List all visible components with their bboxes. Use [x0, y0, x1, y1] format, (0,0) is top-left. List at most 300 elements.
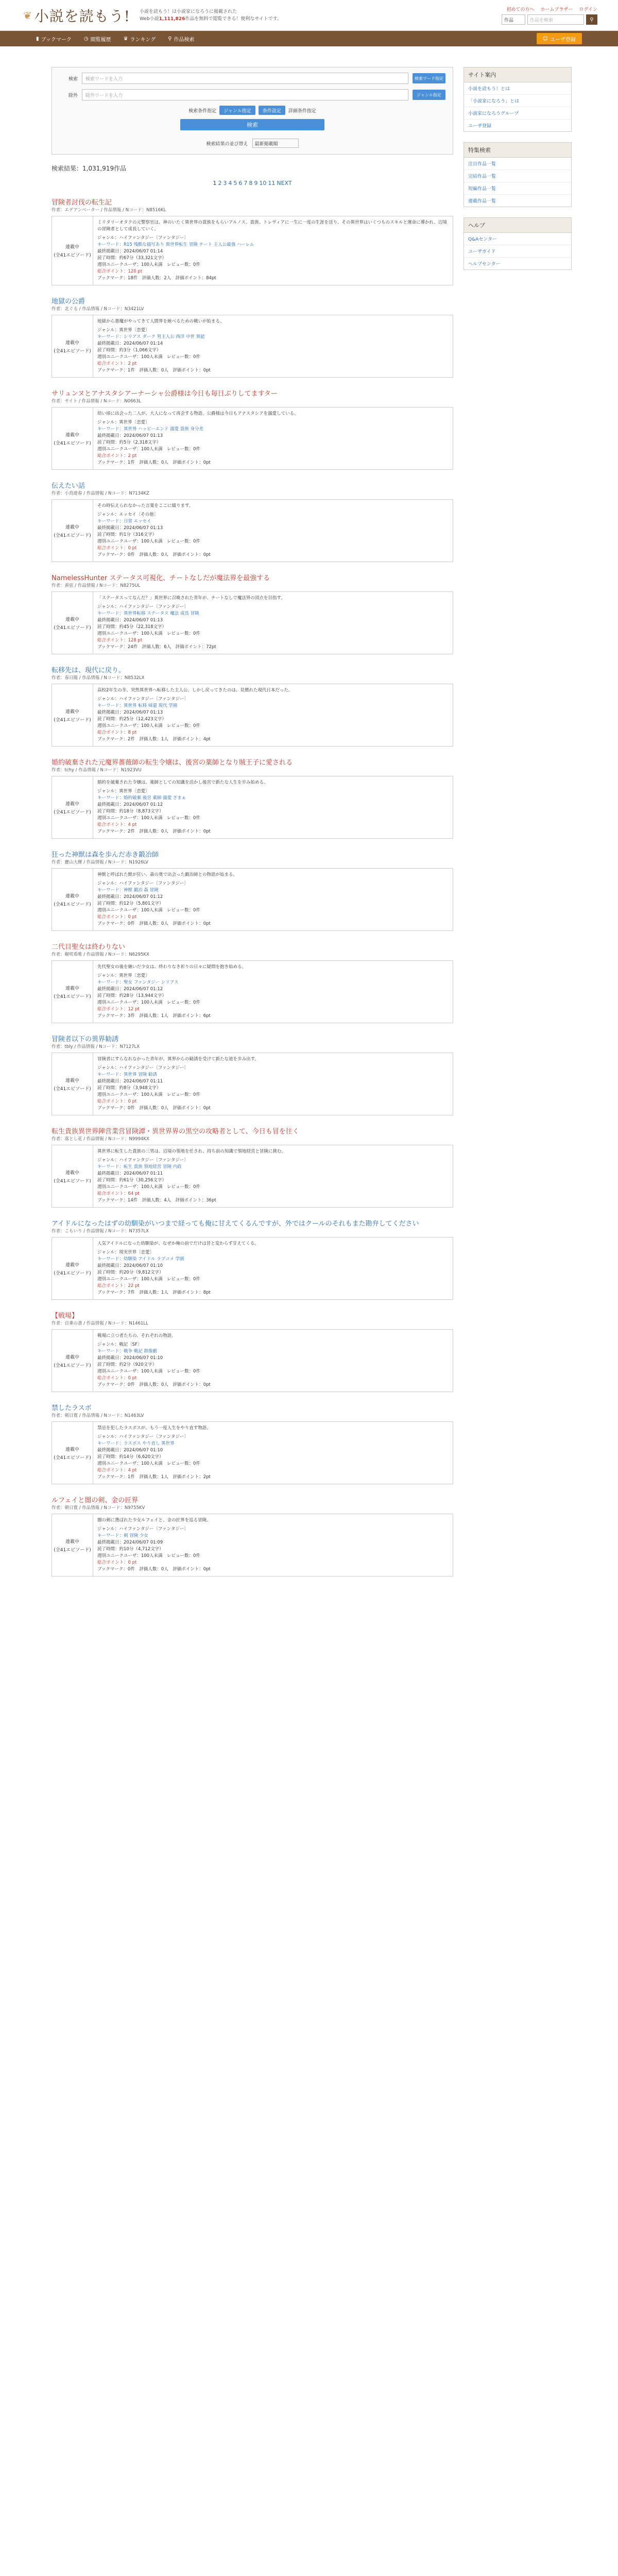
novel-title-link[interactable]: 転生貴族異世界陣営業営冒険譚・異世界界の黒空の攻略者として、今日も冒を往く: [52, 1128, 299, 1136]
page-2[interactable]: 2: [218, 180, 222, 187]
nav-bookmark-label: ブックマーク: [41, 37, 72, 43]
nav-history-label: 閲覧履歴: [90, 37, 111, 43]
result-item: [52, 1402, 453, 1484]
novel-author: 作者：tchy / 作品情報 / Nコード：N1923VU: [52, 768, 142, 773]
novel-keywords[interactable]: キーワード：ラスボス やり直し 異世界: [97, 1441, 175, 1446]
search-submit-button[interactable]: 検索: [180, 119, 324, 130]
novel-reviews: 週別ユニークユーザ：100人未満 レビュー数：0件: [97, 1553, 200, 1558]
novel-status-label: 連載中: [65, 245, 79, 250]
novel-updated: 最終掲載日：2024/06/07 01:10: [97, 1263, 163, 1268]
novel-author: 作者：小鳥遊春 / 作品情報 / Nコード：N7134KZ: [52, 491, 149, 496]
novel-bookmarks: ブックマーク：0件 評価人数：0人 評価ポイント：0pt: [97, 1567, 211, 1572]
novel-reviews: 週別ユニークユーザ：100人未満 レビュー数：0件: [97, 1461, 200, 1466]
nav-ranking[interactable]: [124, 35, 156, 43]
novel-reviews: 週別ユニークユーザ：100人未満 レビュー数：0件: [97, 631, 200, 636]
nav-search[interactable]: [168, 35, 194, 43]
sidebar-link[interactable]: Q&Aセンター: [464, 233, 571, 245]
novel-reviews: 週別ユニークユーザ：100人未満 レビュー数：0件: [97, 816, 200, 821]
novel-detail-box: [52, 499, 453, 562]
novel-read-time: 読了時間：約28分（13,944文字）: [97, 993, 167, 998]
page-next[interactable]: NEXT: [277, 180, 292, 187]
novel-bookmarks: ブックマーク：1件 評価人数：0人 評価ポイント：0pt: [97, 368, 211, 373]
sidebar: [464, 67, 572, 1587]
option-condition[interactable]: 検索条件指定: [188, 108, 217, 114]
header-description: [140, 8, 282, 23]
novel-status-label: 連載中: [65, 1539, 79, 1545]
novel-synopsis: 「ステータスってなんだ？」異世界に召喚された青年が、チートなしで魔法界の頂点を目指す。: [97, 596, 285, 601]
novel-keywords[interactable]: キーワード：神獣 鍛冶 森 冒険: [97, 888, 159, 893]
novel-author: 作者：エデアンベーター / 作品情報 / Nコード：N8516KL: [52, 208, 166, 213]
novel-synopsis: 婚約を破棄された令嬢は、薬師としての知識を活かし後宮で新たな人生を歩み始める。: [97, 780, 268, 785]
search-icon: ⚲: [590, 16, 594, 23]
novel-read-time: 読了時間：約1分（316文字）: [97, 532, 157, 537]
novel-updated: 最終掲載日：2024/06/07 01:14: [97, 249, 163, 254]
exclude-word-label: 除外: [68, 93, 78, 98]
novel-status-label: 連載中: [65, 893, 79, 899]
sidebar-box-title: ヘルプ: [464, 218, 571, 233]
page-3[interactable]: 3: [223, 180, 227, 187]
novel-episode-count: (全41エピソード): [54, 1178, 91, 1184]
sidebar-box-title: サイト案内: [464, 67, 571, 82]
sidebar-link[interactable]: ユーザ登録: [468, 124, 492, 129]
novel-synopsis: 異世界に転生した貴族の三男は、辺境の領地を任され、持ち前の知識で領地経営と冒険に挑む。: [97, 1149, 286, 1154]
novel-read-time: 読了時間：約18分（8,873文字）: [97, 809, 164, 814]
novel-detail-box: [52, 1237, 453, 1300]
novel-points: 総合ポイント：4 pt: [97, 1468, 137, 1473]
novel-read-time: 読了時間：約12分（5,801文字）: [97, 901, 164, 906]
page-9[interactable]: 9: [254, 180, 258, 187]
sort-row: [59, 139, 445, 148]
novel-episode-count: (全41エピソード): [54, 440, 91, 446]
novel-detail-box: [52, 1053, 453, 1115]
novel-genre: ジャンル：ハイファンタジー〔ファンタジー〕: [97, 235, 188, 241]
sidebar-box: [464, 67, 572, 132]
novel-detail-box: [52, 1421, 453, 1484]
novel-detail-box: [52, 1145, 453, 1208]
novel-title-link[interactable]: 地獄の公爵: [52, 298, 85, 306]
novel-genre: ジャンル：ハイファンタジー〔ファンタジー〕: [97, 604, 188, 609]
novel-synopsis: 幼い頃に出会った二人が、大人になって再会する物語。公爵様は今日もアナスタシアを溺愛している。: [97, 411, 299, 416]
novel-bookmarks: ブックマーク：3件 評価人数：1人 評価ポイント：6pt: [97, 1013, 211, 1019]
novel-author: 作者：百乗の書 / 作品情報 / Nコード：N1461LL: [52, 1321, 148, 1326]
novel-episode-count: (全41エピソード): [54, 1086, 91, 1092]
novel-title-link[interactable]: 冒険者以下の異界勧誘: [52, 1036, 119, 1043]
sort-label: 検索結果の並び替え: [206, 141, 248, 147]
page-11[interactable]: 11: [268, 180, 276, 187]
novel-genre: ジャンル：ハイファンタジー〔ファンタジー〕: [97, 1434, 188, 1439]
genre-select-button[interactable]: ジャンル指定: [413, 90, 445, 100]
logo-text: 小説を読もう!: [34, 7, 131, 25]
search-word-detail-button[interactable]: 検索ワード指定: [413, 73, 445, 83]
novel-detail-box: [52, 776, 453, 839]
novel-status-label: 連載中: [65, 524, 79, 530]
novel-keywords[interactable]: キーワード：幼馴染 アイドル ラブコメ 学園: [97, 1257, 184, 1262]
novel-episode-count: (全41エピソード): [54, 1547, 91, 1553]
novel-author: 作者：落とし花 / 作品情報 / Nコード：N9994KX: [52, 1137, 149, 1142]
nav-search-label: 作品検索: [174, 37, 195, 43]
site-header: [0, 0, 618, 31]
novel-status-label: 連載中: [65, 1354, 79, 1360]
novel-title-link[interactable]: 二代目聖女は終わりない: [52, 943, 126, 951]
novel-synopsis: 人気アイドルになった幼馴染が、なぜか俺の前でだけは昔と変わらず甘えてくる。: [97, 1241, 259, 1246]
novel-updated: 最終掲載日：2024/06/07 01:12: [97, 894, 163, 900]
result-item: [52, 388, 453, 470]
novel-reviews: 週別ユニークユーザ：100人未満 レビュー数：0件: [97, 908, 200, 913]
header-right: [502, 6, 597, 25]
novel-synopsis: 高校2年生の冬、突然異世界へ転移した主人公。しかし戻ってきたのは、見慣れた現代日本だった。: [97, 688, 293, 693]
site-logo[interactable]: [23, 5, 130, 26]
novel-points: 総合ポイント：0 pt: [97, 914, 137, 920]
novel-points: 総合ポイント：22 pt: [97, 1283, 140, 1289]
result-item: [52, 757, 453, 839]
novel-author: 作者：黄弦 / 作品情報 / Nコード：N8275UL: [52, 583, 141, 588]
novel-genre: ジャンル：異世界〔恋愛〕: [97, 789, 150, 794]
novel-bookmarks: ブックマーク：14件 評価人数：4人 評価ポイント：36pt: [97, 1198, 216, 1203]
novel-read-time: 読了時間：約14分（6,620文字）: [97, 1454, 164, 1460]
novel-read-time: 読了時間：約8分（3,948文字）: [97, 1086, 161, 1091]
novel-keywords[interactable]: キーワード：異世界 冒険 勧誘: [97, 1072, 157, 1077]
novel-synopsis: 闇の剣に選ばれた少女ルフェイと、金の匠界を巡る冒険。: [97, 1518, 211, 1523]
sidebar-link[interactable]: 完結作品一覧: [464, 170, 571, 182]
novel-title-link[interactable]: 禁したラスボ: [52, 1404, 92, 1412]
novel-episode-count: (全41エピソード): [54, 253, 91, 258]
novel-genre: ジャンル：異世界〔恋愛〕: [97, 328, 150, 333]
novel-bookmarks: ブックマーク：1件 評価人数：1人 評価ポイント：2pt: [97, 1475, 211, 1480]
page-10[interactable]: 10: [259, 180, 267, 187]
sort-select[interactable]: 最新掲載順: [252, 139, 299, 148]
novel-info: [93, 408, 453, 469]
novel-synopsis: 地獄から悪魔がやってきて人間界を統べるための戦いが始まる。: [97, 319, 225, 324]
page-5[interactable]: 5: [233, 180, 237, 187]
page-1: 1: [213, 180, 217, 187]
novel-author: 作者：こもいり / 作品情報 / Nコード：N7357LX: [52, 1229, 149, 1234]
novel-episode-count: (全41エピソード): [54, 1270, 91, 1276]
novel-info: [93, 1422, 453, 1484]
novel-bookmarks: ブックマーク：7件 評価人数：1人 評価ポイント：8pt: [97, 1290, 211, 1295]
main-nav: [0, 31, 618, 46]
novel-read-time: 読了時間：約67分（33,321文字）: [97, 256, 167, 261]
novel-detail-box: [52, 407, 453, 470]
novel-bookmarks: ブックマーク：0件 評価人数：0人 評価ポイント：0pt: [97, 1106, 211, 1111]
novel-keywords[interactable]: キーワード：R15 残酷な描写あり 異世界転生 冒険 チート 主人公最強 ハーレム: [97, 242, 254, 247]
novel-info: [93, 776, 453, 838]
novel-updated: 最終掲載日：2024/06/07 01:09: [97, 1540, 163, 1545]
novel-points: 総合ポイント：0 pt: [97, 1099, 137, 1104]
sidebar-link[interactable]: 短編作品一覧: [464, 182, 571, 195]
sidebar-link[interactable]: 小説家になろうグループ: [464, 107, 571, 120]
logo-deco-icon: ❦: [23, 9, 32, 22]
header-link-guide[interactable]: 初めての方へ: [506, 7, 535, 12]
novel-reviews: 週別ユニークユーザ：100人未満 レビュー数：0件: [97, 723, 200, 728]
novel-title-link[interactable]: 転移先は、現代に戻り。: [52, 667, 126, 674]
novel-status-label: 連載中: [65, 1447, 79, 1452]
result-item: [52, 1033, 453, 1115]
novel-read-time: 読了時間：約25分（12,423文字）: [97, 717, 167, 722]
novel-keywords[interactable]: キーワード：戦争 戦記 群像劇: [97, 1349, 157, 1354]
novel-points: 総合ポイント：2 pt: [97, 361, 137, 366]
novel-keywords[interactable]: キーワード：日常 エッセイ: [97, 519, 151, 524]
novel-keywords[interactable]: キーワード：異世界 転移 帰還 現代 学園: [97, 703, 178, 708]
novel-title-link[interactable]: NamelessHunter ステータス可視化、チートなしだが魔法界を最強する: [52, 574, 270, 582]
novel-status: [52, 1238, 93, 1299]
novel-detail-box: [52, 684, 453, 747]
page-6[interactable]: 6: [238, 180, 243, 187]
novel-synopsis: 禁忌を犯したラスボスが、もう一度人生をやり直す物語。: [97, 1426, 211, 1431]
novel-info: [93, 961, 453, 1023]
exclude-word-row: [59, 89, 445, 100]
novel-reviews: 週別ユニークユーザ：100人未満 レビュー数：0件: [97, 1369, 200, 1374]
novel-author: 作者：tbly / 作品情報 / Nコード：N7127LX: [52, 1044, 140, 1049]
novel-info: [93, 216, 453, 285]
novel-bookmarks: ブックマーク：2件 評価人数：0人 評価ポイント：0pt: [97, 829, 211, 834]
novel-updated: 最終掲載日：2024/06/07 01:12: [97, 987, 163, 992]
novel-detail-box: [52, 216, 453, 285]
novel-title-link[interactable]: 冒険者討伐の転生記: [52, 199, 112, 207]
novel-points: 総合ポイント：64 pt: [97, 1191, 140, 1196]
novel-genre: ジャンル：戦記〔SF〕: [97, 1342, 142, 1347]
novel-author: 作者：北ぐる / 作品情報 / Nコード：N3421LV: [52, 307, 144, 312]
novel-author: 作者：朝日寛 / 作品情報 / Nコード：N9755KV: [52, 1505, 145, 1511]
novel-status: [52, 1145, 93, 1207]
novel-keywords[interactable]: キーワード：転生 貴族 領地経営 冒険 内政: [97, 1164, 182, 1170]
novel-read-time: 読了時間：約3分（1,066文字）: [97, 348, 161, 353]
novel-episode-count: (全41エピソード): [54, 348, 91, 354]
novel-status: [52, 869, 93, 930]
result-item: [52, 480, 453, 562]
novel-read-time: 読了時間：約20分（9,812文字）: [97, 1270, 164, 1275]
result-item: [52, 572, 453, 654]
novel-updated: 最終掲載日：2024/06/07 01:10: [97, 1448, 163, 1453]
novel-genre: ジャンル：ハイファンタジー〔ファンタジー〕: [97, 1065, 188, 1071]
novel-bookmarks: ブックマーク：0件 評価人数：0人 評価ポイント：0pt: [97, 552, 211, 557]
nav-ranking-label: ランキング: [130, 37, 156, 43]
novel-title-link[interactable]: サリュンヌとアナスタシアーナーシャ公爵様は今日も毎日ぶりしてますター: [52, 390, 278, 398]
main-content: [52, 67, 453, 1587]
novel-genre: ジャンル：異世界〔恋愛〕: [97, 420, 150, 425]
sidebar-box: [464, 217, 572, 270]
nav-bookmark[interactable]: [36, 35, 72, 43]
novel-author: 作者：樹咲希唯 / 作品情報 / Nコード：N6295KX: [52, 952, 149, 957]
option-settings[interactable]: 条件設定: [259, 106, 285, 115]
novel-status: [52, 216, 93, 285]
search-icon: ⚲: [168, 36, 172, 42]
header-link-login[interactable]: ログイン: [579, 7, 597, 12]
sidebar-link[interactable]: ヘルプセンター: [468, 262, 501, 267]
novel-author: 作者：朝日寛 / 作品情報 / Nコード：N1463LV: [52, 1413, 144, 1418]
novel-updated: 最終掲載日：2024/06/07 01:14: [97, 341, 163, 346]
novel-updated: 最終掲載日：2024/06/07 01:13: [97, 710, 163, 715]
sidebar-link[interactable]: 小説を読もう！とは: [464, 82, 571, 95]
result-item: [52, 296, 453, 378]
novel-title-link[interactable]: アイドルになったはずの幼馴染がいつまで経っても俺に甘えてくるんですが、外ではクールのそれもまた勘弁してください: [52, 1220, 419, 1228]
novel-read-time: 読了時間：約2分（920文字）: [97, 1362, 157, 1367]
novel-status-label: 連載中: [65, 617, 79, 622]
novel-points: 総合ポイント：0 pt: [97, 1560, 137, 1565]
novel-reviews: 週別ユニークユーザ：100人未満 レビュー数：0件: [97, 262, 200, 267]
novel-synopsis: 先代聖女の後を継いだ少女は、終わりなき祈りの日々に疑問を抱き始める。: [97, 964, 247, 970]
novel-genre: ジャンル：ハイファンタジー〔ファンタジー〕: [97, 1158, 188, 1163]
novel-points: 総合ポイント：0 pt: [97, 546, 137, 551]
header-desc-line2: [140, 15, 282, 23]
header-search-input[interactable]: 作品を検索: [527, 14, 584, 25]
user-icon: ☺: [542, 36, 548, 42]
page-7[interactable]: 7: [244, 180, 248, 187]
novel-genre: ジャンル：ハイファンタジー〔ファンタジー〕: [97, 697, 188, 702]
user-register-button[interactable]: [537, 33, 582, 44]
novel-synopsis: 冒険者にすらなれなかった青年が、異界からの勧誘を受けて新たな道を歩み出す。: [97, 1057, 259, 1062]
novel-info: [93, 1053, 453, 1115]
novel-status-label: 連載中: [65, 986, 79, 991]
novel-read-time: 読了時間：約61分（30,256文字）: [97, 1178, 167, 1183]
option-genre[interactable]: ジャンル指定: [219, 106, 255, 115]
novel-reviews: 週別ユニークユーザ：100人未満 レビュー数：0件: [97, 354, 200, 360]
novel-episode-count: (全41エピソード): [54, 533, 91, 538]
result-item: [52, 941, 453, 1023]
sidebar-link[interactable]: ユーザガイド: [464, 245, 571, 258]
novel-keywords[interactable]: キーワード：異世界転移 ステータス 魔法 成長 冒険: [97, 611, 199, 616]
novel-reviews: 週別ユニークユーザ：100人未満 レビュー数：0件: [97, 539, 200, 544]
novel-status: [52, 1053, 93, 1115]
novel-detail-box: [52, 315, 453, 378]
novel-episode-count: (全41エピソード): [54, 1455, 91, 1461]
novel-synopsis: 戦場に立つ者たちの、それぞれの物語。: [97, 1333, 176, 1338]
novel-author: 作者：サイト / 作品情報 / Nコード：N0663L: [52, 399, 142, 404]
nav-history[interactable]: [84, 35, 111, 43]
page-body: [0, 46, 618, 1587]
result-item: [52, 665, 453, 747]
page-8[interactable]: 8: [249, 180, 253, 187]
exclude-word-input[interactable]: 除外ワードを入力: [82, 89, 408, 100]
novel-author: 作者：春日陽 / 作品情報 / Nコード：N8532LX: [52, 675, 145, 681]
header-search-select[interactable]: 作品: [502, 14, 525, 25]
novel-updated: 最終掲載日：2024/06/07 01:13: [97, 618, 163, 623]
novel-points: 総合ポイント：12 pt: [97, 1007, 140, 1012]
novel-title-link[interactable]: 狂った神獣は森を歩んだ赤き鍛冶師: [52, 851, 159, 859]
user-register-label: ユーザ登録: [550, 37, 576, 43]
novel-synopsis: 神獣と呼ばれた獣が狂い、森の奥で出会った鍛冶師との物語が始まる。: [97, 872, 238, 877]
novel-episode-count: (全41エピソード): [54, 717, 91, 723]
novel-episode-count: (全41エピソード): [54, 1363, 91, 1368]
header-count: 1,111,826: [159, 16, 185, 22]
result-count-value: 1,031,919作品: [82, 165, 127, 172]
header-links: [506, 6, 597, 12]
novel-genre: ジャンル：ハイファンタジー〔ファンタジー〕: [97, 1527, 188, 1532]
novel-title-link[interactable]: 【戦場】: [52, 1312, 79, 1320]
novel-updated: 最終掲載日：2024/06/07 01:10: [97, 1355, 163, 1361]
novel-info: [93, 869, 453, 930]
novel-keywords[interactable]: キーワード：異世界 ハッピーエンド 溺愛 貴族 身分差: [97, 427, 203, 432]
search-form: [52, 67, 453, 155]
novel-status-label: 連載中: [65, 340, 79, 346]
novel-status-label: 連載中: [65, 1262, 79, 1268]
result-item: [52, 1495, 453, 1577]
novel-episode-count: (全41エピソード): [54, 625, 91, 631]
header-count-prefix: Web小説: [140, 16, 159, 22]
novel-detail-box: [52, 960, 453, 1023]
novel-bookmarks: ブックマーク：2件 評価人数：1人 評価ポイント：4pt: [97, 737, 211, 742]
novel-points: 総合ポイント：4 pt: [97, 822, 137, 827]
novel-genre: ジャンル：エッセイ〔その他〕: [97, 512, 159, 517]
novel-points: 総合ポイント：8 pt: [97, 730, 137, 735]
novel-author: 作者：麗山大輝 / 作品情報 / Nコード：N1926LV: [52, 860, 149, 865]
novel-status: [52, 1330, 93, 1392]
result-item: [52, 1310, 453, 1392]
novel-keywords[interactable]: キーワード：婚約破棄 後宮 薬師 溺愛 ざまぁ: [97, 795, 186, 801]
novel-status-label: 連載中: [65, 801, 79, 807]
novel-genre: ジャンル：ハイファンタジー〔ファンタジー〕: [97, 881, 188, 886]
result-item: [52, 1126, 453, 1208]
novel-read-time: 読了時間：約5分（2,318文字）: [97, 440, 161, 445]
novel-status-label: 連載中: [65, 1078, 79, 1083]
novel-info: [93, 592, 453, 654]
option-detail[interactable]: 詳細条件指定: [288, 108, 316, 114]
novel-title-link[interactable]: 婚約破棄された元魔界薔薇師の転生令嬢は、後宮の薬師となり賊王子に愛される: [52, 759, 293, 767]
novel-info: [93, 684, 453, 746]
sidebar-link[interactable]: 「小説家になろう」とは: [464, 95, 571, 107]
novel-genre: ジャンル：異世界〔恋愛〕: [97, 973, 150, 978]
novel-status: [52, 500, 93, 562]
novel-genre: ジャンル：現実世界〔恋愛〕: [97, 1250, 154, 1255]
novel-status: [52, 684, 93, 746]
novel-bookmarks: ブックマーク：24件 評価人数：6人 評価ポイント：72pt: [97, 645, 216, 650]
novel-status: [52, 961, 93, 1023]
history-icon: ◷: [83, 36, 89, 42]
novel-keywords[interactable]: キーワード：聖女 ファンタジー シリアス: [97, 980, 179, 985]
novel-episode-count: (全41エピソード): [54, 902, 91, 907]
novel-episode-count: (全41エピソード): [54, 809, 91, 815]
sidebar-link[interactable]: 連載作品一覧: [468, 199, 496, 204]
novel-synopsis: ミリタリーオタクの元警察官は、神のいたく異世界の貴族をもらいアルノス。貴族、トレヴィアに一生に一度の生涯を送り、その異世界はいくつものスキルと運命に導かれ、辺境の冒険者として成長していく。: [97, 220, 447, 232]
result-item: [52, 197, 453, 285]
result-item: [52, 1218, 453, 1300]
novel-status: [52, 592, 93, 654]
novel-detail-box: [52, 1329, 453, 1392]
header-search: [502, 14, 597, 25]
novel-reviews: 週別ユニークユーザ：100人未満 レビュー数：0件: [97, 1000, 200, 1005]
novel-episode-count: (全41エピソード): [54, 994, 91, 999]
pagination: [52, 180, 453, 187]
novel-updated: 最終掲載日：2024/06/07 01:13: [97, 433, 163, 438]
header-search-button[interactable]: [586, 14, 597, 25]
novel-status: [52, 1514, 93, 1576]
novel-title-link[interactable]: 伝えたい話: [52, 482, 85, 490]
header-link-home[interactable]: ホームプラザー: [540, 7, 573, 12]
novel-bookmarks: ブックマーク：0件 評価人数：0人 評価ポイント：0pt: [97, 921, 211, 926]
sidebar-link[interactable]: 注目作品一覧: [464, 158, 571, 170]
search-word-label: 検索: [68, 76, 78, 82]
crown-icon: ♛: [123, 36, 128, 42]
novel-title-link[interactable]: ルフェイと闇の剣、金の匠界: [52, 1497, 139, 1504]
novel-reviews: 週別ユニークユーザ：100人未満 レビュー数：0件: [97, 1277, 200, 1282]
page-4[interactable]: 4: [228, 180, 232, 187]
novel-status-label: 連載中: [65, 1170, 79, 1176]
novel-keywords[interactable]: キーワード：剣 冒険 少女: [97, 1533, 148, 1538]
novel-keywords[interactable]: キーワード：シリアス ダーク 男主人公 西洋 中世 異能: [97, 334, 205, 340]
sidebar-box: [464, 142, 572, 207]
novel-info: [93, 1238, 453, 1299]
search-word-input[interactable]: 検索ワードを入力: [82, 73, 408, 84]
novel-read-time: 読了時間：約45分（22,318文字）: [97, 624, 167, 630]
novel-detail-box: [52, 1514, 453, 1577]
search-word-row: [59, 73, 445, 84]
novel-status: [52, 1422, 93, 1484]
novel-info: [93, 1330, 453, 1392]
novel-bookmarks: ブックマーク：18件 評価人数：2人 評価ポイント：84pt: [97, 276, 216, 281]
result-count: [52, 164, 453, 173]
novel-updated: 最終掲載日：2024/06/07 01:12: [97, 802, 163, 807]
sidebar-box-title: 特集検索: [464, 143, 571, 158]
novel-points: 総合ポイント：2 pt: [97, 453, 137, 459]
